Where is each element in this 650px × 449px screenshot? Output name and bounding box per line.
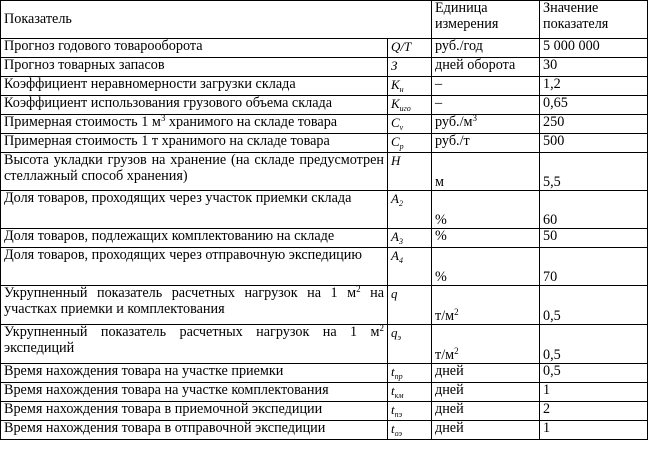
- table-row: [1, 191, 648, 229]
- row-name: Прогноз товарных запасов: [1, 58, 388, 77]
- row-unit: %: [432, 248, 540, 286]
- row-symbol: Q/T: [388, 39, 432, 58]
- table-row: [1, 248, 648, 286]
- row-symbol: H: [388, 153, 432, 191]
- row-name: Примерная стоимость 1 $м^3$ хранимого на складе товара: [1, 115, 388, 134]
- row-name: Доля товаров, проходящих через участок приемки склада: [1, 191, 388, 229]
- row-unit: $руб./м^3$: [432, 115, 540, 134]
- row-name: Время нахождения товара в отправочной экспедиции: [1, 421, 388, 440]
- row-value: 70: [540, 248, 648, 286]
- header-row: [1, 1, 648, 39]
- row-symbol: $t_{оэ}$: [388, 421, 432, 440]
- row-symbol: $C_v$: [388, 115, 432, 134]
- table-row: [1, 229, 648, 248]
- table-row: [1, 39, 648, 58]
- table-row: [1, 325, 648, 364]
- row-value: 0,65: [540, 96, 648, 115]
- table-row: [1, 364, 648, 383]
- row-unit: %: [432, 229, 540, 248]
- row-unit: руб./т: [432, 134, 540, 153]
- row-value: 1: [540, 421, 648, 440]
- row-name: Укрупненный показатель расчетных нагрузок на 1 $м^2$ экспедиций: [1, 325, 388, 364]
- header-indicator: Показатель: [1, 1, 432, 39]
- table-row: [1, 58, 648, 77]
- row-symbol: $t_{пэ}$: [388, 402, 432, 421]
- row-symbol: q: [388, 286, 432, 325]
- row-symbol: $q_э$: [388, 325, 432, 364]
- row-unit: $т/м^2$: [432, 286, 540, 325]
- row-unit: $т/м^2$: [432, 325, 540, 364]
- row-unit: дней: [432, 402, 540, 421]
- row-symbol: $A_3$: [388, 229, 432, 248]
- row-name: Доля товаров, проходящих через отправочную экспедицию: [1, 248, 388, 286]
- row-symbol: $A_2$: [388, 191, 432, 229]
- table-row: [1, 153, 648, 191]
- table-row: [1, 286, 648, 325]
- row-unit: дней: [432, 383, 540, 402]
- row-unit: %: [432, 191, 540, 229]
- table-row: [1, 383, 648, 402]
- header-value: Значение показателя: [540, 1, 648, 39]
- row-symbol: $A_4$: [388, 248, 432, 286]
- row-unit: дней: [432, 364, 540, 383]
- row-value: 30: [540, 58, 648, 77]
- row-name: Время нахождения товара на участке приемки: [1, 364, 388, 383]
- row-value: 500: [540, 134, 648, 153]
- row-name: Время нахождения товара на участке комплектования: [1, 383, 388, 402]
- row-name: Коэффициент неравномерности загрузки склада: [1, 77, 388, 96]
- row-unit: –: [432, 96, 540, 115]
- row-name: Прогноз годового товарооборота: [1, 39, 388, 58]
- row-name: Укрупненный показатель расчетных нагрузок на 1 $м^2$ на участках приемки и комплектования: [1, 286, 388, 325]
- table-row: [1, 96, 648, 115]
- row-unit: –: [432, 77, 540, 96]
- row-symbol: $K_{иго}$: [388, 96, 432, 115]
- row-value: 50: [540, 229, 648, 248]
- row-value: 0,5: [540, 325, 648, 364]
- row-unit: дней оборота: [432, 58, 540, 77]
- row-value: 1: [540, 383, 648, 402]
- row-name: Время нахождения товара в приемочной экспедиции: [1, 402, 388, 421]
- row-name: Коэффициент использования грузового объема склада: [1, 96, 388, 115]
- table-row: [1, 134, 648, 153]
- table-row: [1, 77, 648, 96]
- row-value: 0,5: [540, 364, 648, 383]
- row-symbol: $t_{км}$: [388, 383, 432, 402]
- header-unit: Единица измерения: [432, 1, 540, 39]
- row-value: 0,5: [540, 286, 648, 325]
- row-name: Доля товаров, подлежащих комплектованию на складе: [1, 229, 388, 248]
- row-value: 1,2: [540, 77, 648, 96]
- row-symbol: З: [388, 58, 432, 77]
- row-symbol: $K_н$: [388, 77, 432, 96]
- row-symbol: $t_{пр}$: [388, 364, 432, 383]
- table-row: [1, 115, 648, 134]
- row-value: 250: [540, 115, 648, 134]
- row-unit: руб./год: [432, 39, 540, 58]
- row-unit: дней: [432, 421, 540, 440]
- row-value: 5,5: [540, 153, 648, 191]
- table-row: [1, 421, 648, 440]
- row-value: 60: [540, 191, 648, 229]
- row-unit: м: [432, 153, 540, 191]
- row-name: Высота укладки грузов на хранение (на складе предусмотрен стеллажный способ хранения): [1, 153, 388, 191]
- row-symbol: $C_p$: [388, 134, 432, 153]
- row-value: 5 000 000: [540, 39, 648, 58]
- row-value: 2: [540, 402, 648, 421]
- row-name: Примерная стоимость 1 т хранимого на складе товара: [1, 134, 388, 153]
- table-row: [1, 402, 648, 421]
